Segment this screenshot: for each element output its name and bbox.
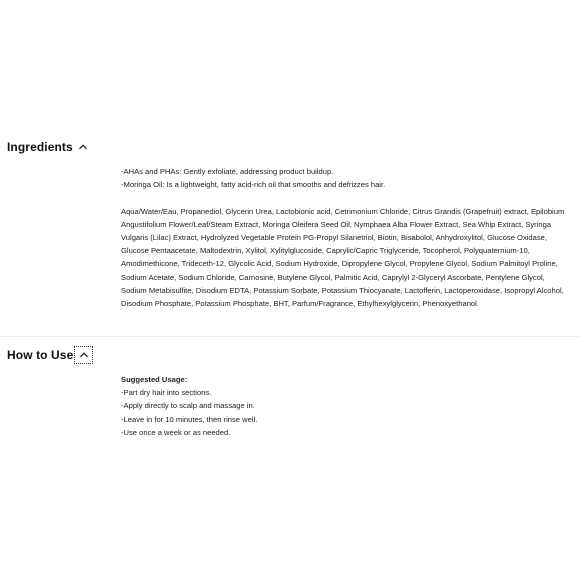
section-divider: [0, 336, 580, 337]
ingredients-highlight-moringa: -Moringa Oil: Is a lightweight, fatty acid-rich oil that smooths and defrizzes hair.: [121, 180, 386, 190]
ingredients-panel: [121, 165, 571, 310]
how-to-use-accordion-header[interactable]: [7, 347, 92, 363]
ingredients-full-list: Aqua/Water/Eau, Propanediol, Glycerin Urea, Lactobionic acid, Cetrimonium Chloride, Citrus Grandis (Grapefruit) extract, Epilobium Angustifolium Flower/Leaf/Steam Extract, Moringa Oleifera Seed Oil, Nymphaea Alba Flower Extract, Sea Whip Extract, Syringa Vulgaris (Lilac) Extract, Hydrolyzed Vegetable Protein PG-Propyl Silanetriol, Biotin, Bisabolol, Anhydroxylitol, Glucose Oxidase, Glucose Pentaacetate, Maltodextrin, Xylitol, Xylitylglucoside, Caprylic/Capric Triglyceride, Tocopherol, Polyquaternium-10, Amodimethicone, Trideceth-12, Glycolic Acid, Sodium Hydroxide, Dipropylene Glycol, Propylene Glycol, Sodium Palmitoyl Proline, Sodium Acetate, Sodium Chloride, Carnosine, Butylene Glycol, Palmitic Acid, Caprylyl 2-Glyceryl Ascorbate, Pentylene Glycol, Sodium Metabisulfite, Disodium EDTA, Potassium Sorbate, Potassium Thiocyanate, Lactofferin, Lactoperoxidase, Isopropyl Alcohol, Disodium Phosphate, Potassium Phosphate, BHT, Parfum/Fragrance, Ethylhexylglycerin, Phenoxyethanol.: [121, 206, 565, 309]
ingredients-title: Ingredients: [7, 140, 73, 154]
chevron-up-icon[interactable]: [75, 347, 92, 363]
chevron-up-icon[interactable]: [75, 140, 91, 154]
how-to-use-title: How to Use: [7, 348, 74, 362]
suggested-usage-heading: Suggested Usage:: [121, 375, 188, 384]
usage-step-3: -Leave in for 10 minutes, then rinse well.: [121, 414, 258, 424]
ingredients-highlight-ahas: -AHAs and PHAs: Gently exfoliate, addressing product buildup.: [121, 167, 334, 176]
how-to-use-panel: [121, 373, 571, 439]
usage-step-1: -Part dry hair into sections.: [121, 388, 212, 398]
usage-step-4: -Use once a week or as needed.: [121, 427, 231, 437]
ingredients-accordion-header[interactable]: [7, 140, 91, 154]
usage-step-2: -Apply directly to scalp and massage in.: [121, 401, 255, 411]
